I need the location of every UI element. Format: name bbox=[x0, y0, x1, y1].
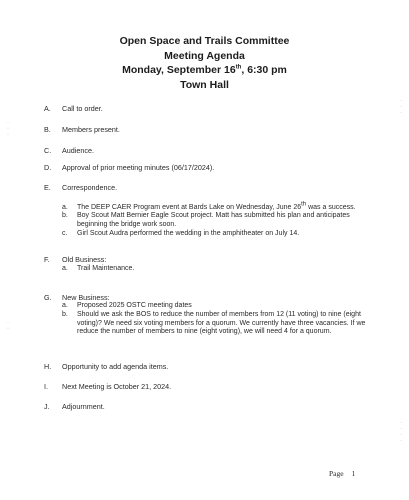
item-marker: E. bbox=[44, 183, 51, 192]
item-text: Call to order. bbox=[62, 104, 103, 113]
agenda-subitem-f-a bbox=[62, 265, 372, 274]
subitem-text-end: was a success. bbox=[306, 204, 356, 211]
subitem-marker: a. bbox=[62, 204, 68, 211]
agenda-item-e bbox=[44, 183, 117, 192]
agenda-subitem-e-b bbox=[62, 212, 372, 229]
item-marker: C. bbox=[44, 146, 52, 155]
agenda-subitem-e-c bbox=[62, 230, 372, 239]
agenda-item-b bbox=[44, 125, 120, 134]
subitem-text: Boy Scout Matt Bernier Eagle Scout project. Matt has submitted his plan and anticipates beginning the bridge work soon. bbox=[77, 212, 350, 228]
subitem-text: Proposed 2025 OSTC meeting dates bbox=[77, 302, 192, 309]
item-text: Opportunity to add agenda items. bbox=[62, 362, 169, 371]
meeting-date bbox=[0, 63, 409, 78]
item-marker: G. bbox=[44, 293, 52, 302]
subitem-text: Girl Scout Audra performed the wedding in the amphitheater on July 14. bbox=[77, 230, 300, 237]
agenda-item-a bbox=[44, 104, 103, 113]
subitem-ordinal: th bbox=[301, 201, 307, 208]
subitem-marker: b. bbox=[62, 311, 68, 318]
item-marker: J. bbox=[44, 402, 50, 411]
agenda-item-i bbox=[44, 382, 171, 391]
page-number: 1 bbox=[351, 469, 356, 478]
committee-title: Open Space and Trails Committee bbox=[119, 35, 290, 47]
item-marker: I. bbox=[44, 382, 48, 391]
subitem-marker: c. bbox=[62, 230, 68, 237]
subitem-text-main: The DEEP CAER Program event at Bards Lake on Wednesday, June 26 bbox=[77, 204, 302, 211]
item-text: Approval of prior meeting minutes (06/17/2024). bbox=[62, 163, 215, 172]
meeting-location: Town Hall bbox=[180, 78, 229, 91]
subitem-marker: a. bbox=[62, 302, 68, 309]
agenda-item-c bbox=[44, 146, 94, 155]
item-text: Old Business: bbox=[62, 255, 107, 264]
page-label: Page bbox=[329, 469, 344, 478]
scan-speck: · · · bbox=[7, 120, 9, 138]
agenda-header bbox=[0, 34, 409, 92]
agenda-subitem-g-b bbox=[62, 311, 372, 337]
agenda-item-j bbox=[44, 402, 105, 411]
document-title: Meeting Agenda bbox=[164, 49, 245, 62]
item-text: Adjournment. bbox=[62, 402, 105, 411]
item-text: New Business: bbox=[62, 293, 110, 302]
meeting-time: , 6:30 pm bbox=[241, 64, 287, 76]
subitem-marker: a. bbox=[62, 265, 68, 272]
item-marker: B. bbox=[44, 125, 51, 134]
subitem-text: Trail Maintenance. bbox=[77, 265, 135, 272]
scan-speck: · · bbox=[7, 320, 9, 332]
meeting-date-text: Monday, September 16 bbox=[122, 64, 236, 76]
agenda-item-f bbox=[44, 255, 106, 264]
item-text: Members present. bbox=[62, 125, 120, 134]
item-text: Correspondence. bbox=[62, 183, 118, 192]
item-text: Next Meeting is October 21, 2024. bbox=[62, 382, 172, 391]
page-footer bbox=[329, 469, 355, 478]
agenda-subitem-g-a bbox=[62, 302, 372, 311]
meeting-date-ordinal: th bbox=[235, 64, 242, 71]
item-marker: H. bbox=[44, 362, 52, 371]
scan-speck: · · · · bbox=[400, 420, 402, 444]
agenda-item-h bbox=[44, 362, 168, 371]
subitem-marker: b. bbox=[62, 212, 68, 219]
scan-speck: · · · bbox=[400, 98, 402, 116]
subitem-text: Should we ask the BOS to reduce the number of members from 12 (11 voting) to nine (eight voting)? We need six voting members for a quorum. We currently have three vacancies. If we reduce the number of members to nine (eight voting), we will need 4 for a quorum. bbox=[77, 311, 366, 336]
item-marker: D. bbox=[44, 163, 52, 172]
agenda-item-g bbox=[44, 293, 110, 302]
item-marker: A. bbox=[44, 104, 51, 113]
agenda-item-d bbox=[44, 163, 214, 172]
item-text: Audience. bbox=[62, 146, 94, 155]
item-marker: F. bbox=[44, 255, 50, 264]
